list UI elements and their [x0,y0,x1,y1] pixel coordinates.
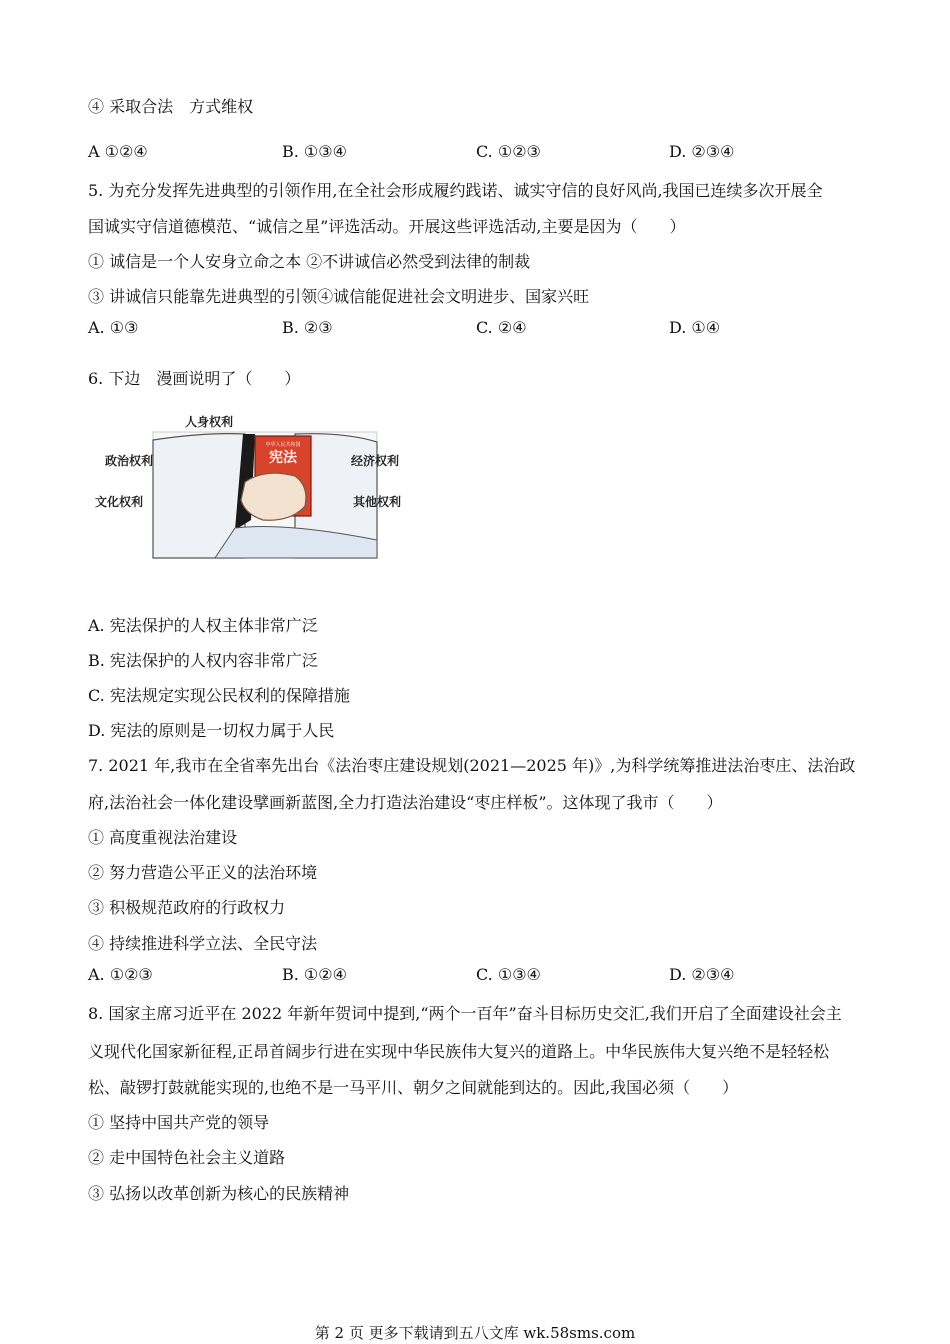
q7-stem-line-2: 府,法治社会一体化建设擘画新蓝图,全力打造法治建设“枣庄样板”。这体现了我市（ ） [88,793,723,812]
q4-option-d: D. ②③④ [669,142,735,161]
q7-option-c: C. ①③④ [476,965,541,984]
q6-option-a: A. 宪法保护的人权主体非常广泛 [88,616,318,635]
q5-items-line-2: ③ 讲诚信只能靠先进典型的引领④诚信能促进社会文明进步、国家兴旺 [88,287,590,306]
q8-item-1: ① 坚持中国共产党的领导 [88,1113,270,1132]
q5-option-d: D. ①④ [669,318,721,337]
q4-option-b: B. ①③④ [282,142,347,161]
label-political-rights: 政治权利 [105,454,154,468]
q8-item-2: ② 走中国特色社会主义道路 [88,1148,286,1167]
q6-option-b: B. 宪法保护的人权内容非常广泛 [88,651,318,670]
q5-option-b: B. ②③ [282,318,333,337]
q8-stem-line-2: 义现代化国家新征程,正昂首阔步行进在实现中华民族伟大复兴的道路上。中华民族伟大复兴绝不是轻轻松 [88,1042,830,1061]
q6-stem: 6. 下边 漫画说明了（ ） [88,369,301,388]
q7-item-2: ② 努力营造公平正义的法治环境 [88,863,318,882]
book-top-text: 中华人民共和国 [265,442,301,448]
book-title: 宪法 [269,450,297,466]
page-footer: 第 2 页 更多下载请到五八文库 wk.58sms.com [314,1324,636,1342]
q8-stem-line-1: 8. 国家主席习近平在 2022 年新年贺词中提到,“两个一百年”奋斗目标历史交汇,我们开启了全面建设社会主 [88,1004,842,1023]
q7-option-d: D. ②③④ [669,965,735,984]
q5-stem-line-1: 5. 为充分发挥先进典型的引领作用,在全社会形成履约践诺、诚实守信的良好风尚,我国已连续多次开展全 [88,181,823,200]
q4-item-4: ④ 采取合法 方式维权 [88,97,254,116]
q7-item-4: ④ 持续推进科学立法、全民守法 [88,934,318,953]
constitution-cartoon [95,410,415,570]
q7-item-3: ③ 积极规范政府的行政权力 [88,898,286,917]
q6-option-d: D. 宪法的原则是一切权力属于人民 [88,721,335,740]
q4-option-a: A ①②④ [88,142,148,161]
hand-on-book [241,473,306,520]
label-personal-rights: 人身权利 [185,415,234,429]
q5-items-line-1: ① 诚信是一个人安身立命之本 ②不讲诚信必然受到法律的制裁 [88,252,531,271]
q4-option-c: C. ①②③ [476,142,541,161]
q5-stem-line-2: 国诚实守信道德模范、“诚信之星”评选活动。开展这些评选活动,主要是因为（ ） [88,217,686,236]
q7-item-1: ① 高度重视法治建设 [88,828,238,847]
q7-option-a: A. ①②③ [88,965,153,984]
q8-stem-line-3: 松、敲锣打鼓就能实现的,也绝不是一马平川、朝夕之间就能到达的。因此,我国必须（ ） [88,1078,739,1097]
label-other-rights: 其他权利 [353,495,402,509]
q5-option-c: C. ②④ [476,318,527,337]
q7-stem-line-1: 7. 2021 年,我市在全省率先出台《法治枣庄建设规划(2021—2025 年)》,为科学统筹推进法治枣庄、法治政 [88,756,856,775]
q5-option-a: A. ①③ [88,318,139,337]
q6-option-c: C. 宪法规定实现公民权利的保障措施 [88,686,350,705]
q7-option-b: B. ①②④ [282,965,347,984]
label-economic-rights: 经济权利 [351,454,400,468]
q8-item-3: ③ 弘扬以改革创新为核心的民族精神 [88,1184,350,1203]
label-cultural-rights: 文化权利 [95,495,144,509]
